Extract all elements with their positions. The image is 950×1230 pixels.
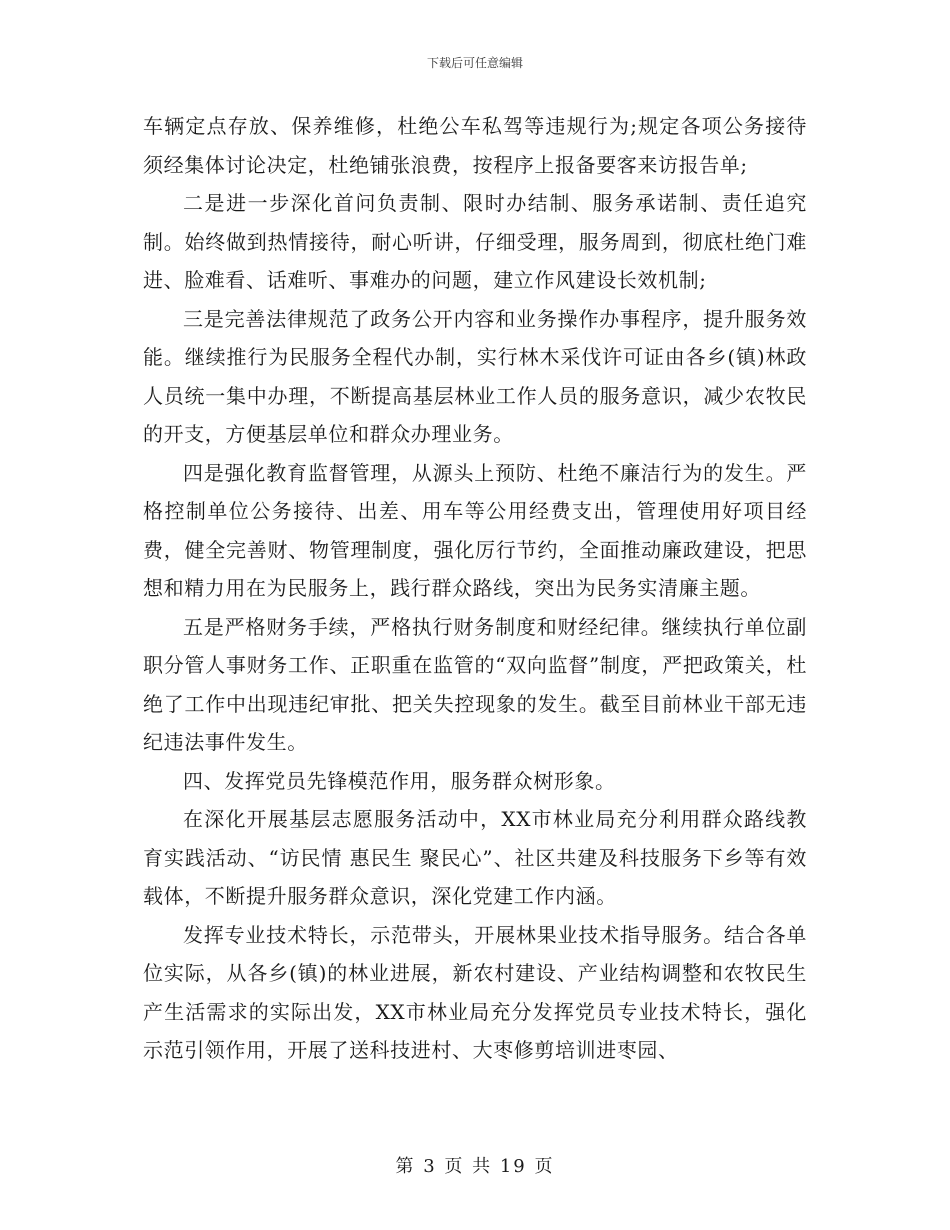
paragraph: 在深化开展基层志愿服务活动中，XX市林业局充分利用群众路线教育实践活动、“访民情 惠民生 聚民心”、社区共建及科技服务下乡等有效载体，不断提升服务群众意识，深化党建工作内涵。 xyxy=(143,807,807,908)
paragraph: 二是进一步深化首问负责制、限时办结制、服务承诺制、责任追究制。始终做到热情接待，耐心听讲，仔细受理，服务周到，彻底杜绝门难进、脸难看、话难听、事难办的问题，建立作风建设长效机制; xyxy=(143,191,807,292)
document-body xyxy=(143,107,807,1070)
paragraph: 发挥专业技术特长，示范带头，开展林果业技术指导服务。结合各单位实际，从各乡(镇)的林业进展，新农村建设、产业结构调整和农牧民生产生活需求的实际出发，XX市林业局充分发挥党员专业技术特长，强化示范引领作用，开展了送科技进村、大枣修剪培训进枣园、 xyxy=(143,922,807,1062)
page-header: 下载后可任意编辑 xyxy=(426,56,523,70)
paragraph: 四是强化教育监督管理，从源头上预防、杜绝不廉洁行为的发生。严格控制单位公务接待、出差、用车等公用经费支出，管理使用好项目经费，健全完善财、物管理制度，强化厉行节约，全面推动廉政建设，把思想和精力用在为民服务上，践行群众路线，突出为民务实清廉主题。 xyxy=(143,460,807,600)
section-heading: 四、发挥党员先锋模范作用，服务群众树形象。 xyxy=(183,768,616,793)
page-number-footer: 第 3 页 共 19 页 xyxy=(395,1156,555,1177)
paragraph: 五是严格财务手续，严格执行财务制度和财经纪律。继续执行单位副职分管人事财务工作、正职重在监管的“双向监督”制度，严把政策关，杜绝了工作中出现违纪审批、把关失控现象的发生。截至目前林业干部无违纪违法事件发生。 xyxy=(143,614,807,754)
paragraph: 三是完善法律规范了政务公开内容和业务操作办事程序，提升服务效能。继续推行为民服务全程代办制，实行林木采伐许可证由各乡(镇)林政人员统一集中办理，不断提高基层林业工作人员的服务意识，减少农牧民的开支，方便基层单位和群众办理业务。 xyxy=(143,306,807,446)
paragraph: 车辆定点存放、保养维修，杜绝公车私驾等违规行为;规定各项公务接待须经集体讨论决定，杜绝铺张浪费，按程序上报备要客来访报告单; xyxy=(143,114,807,177)
